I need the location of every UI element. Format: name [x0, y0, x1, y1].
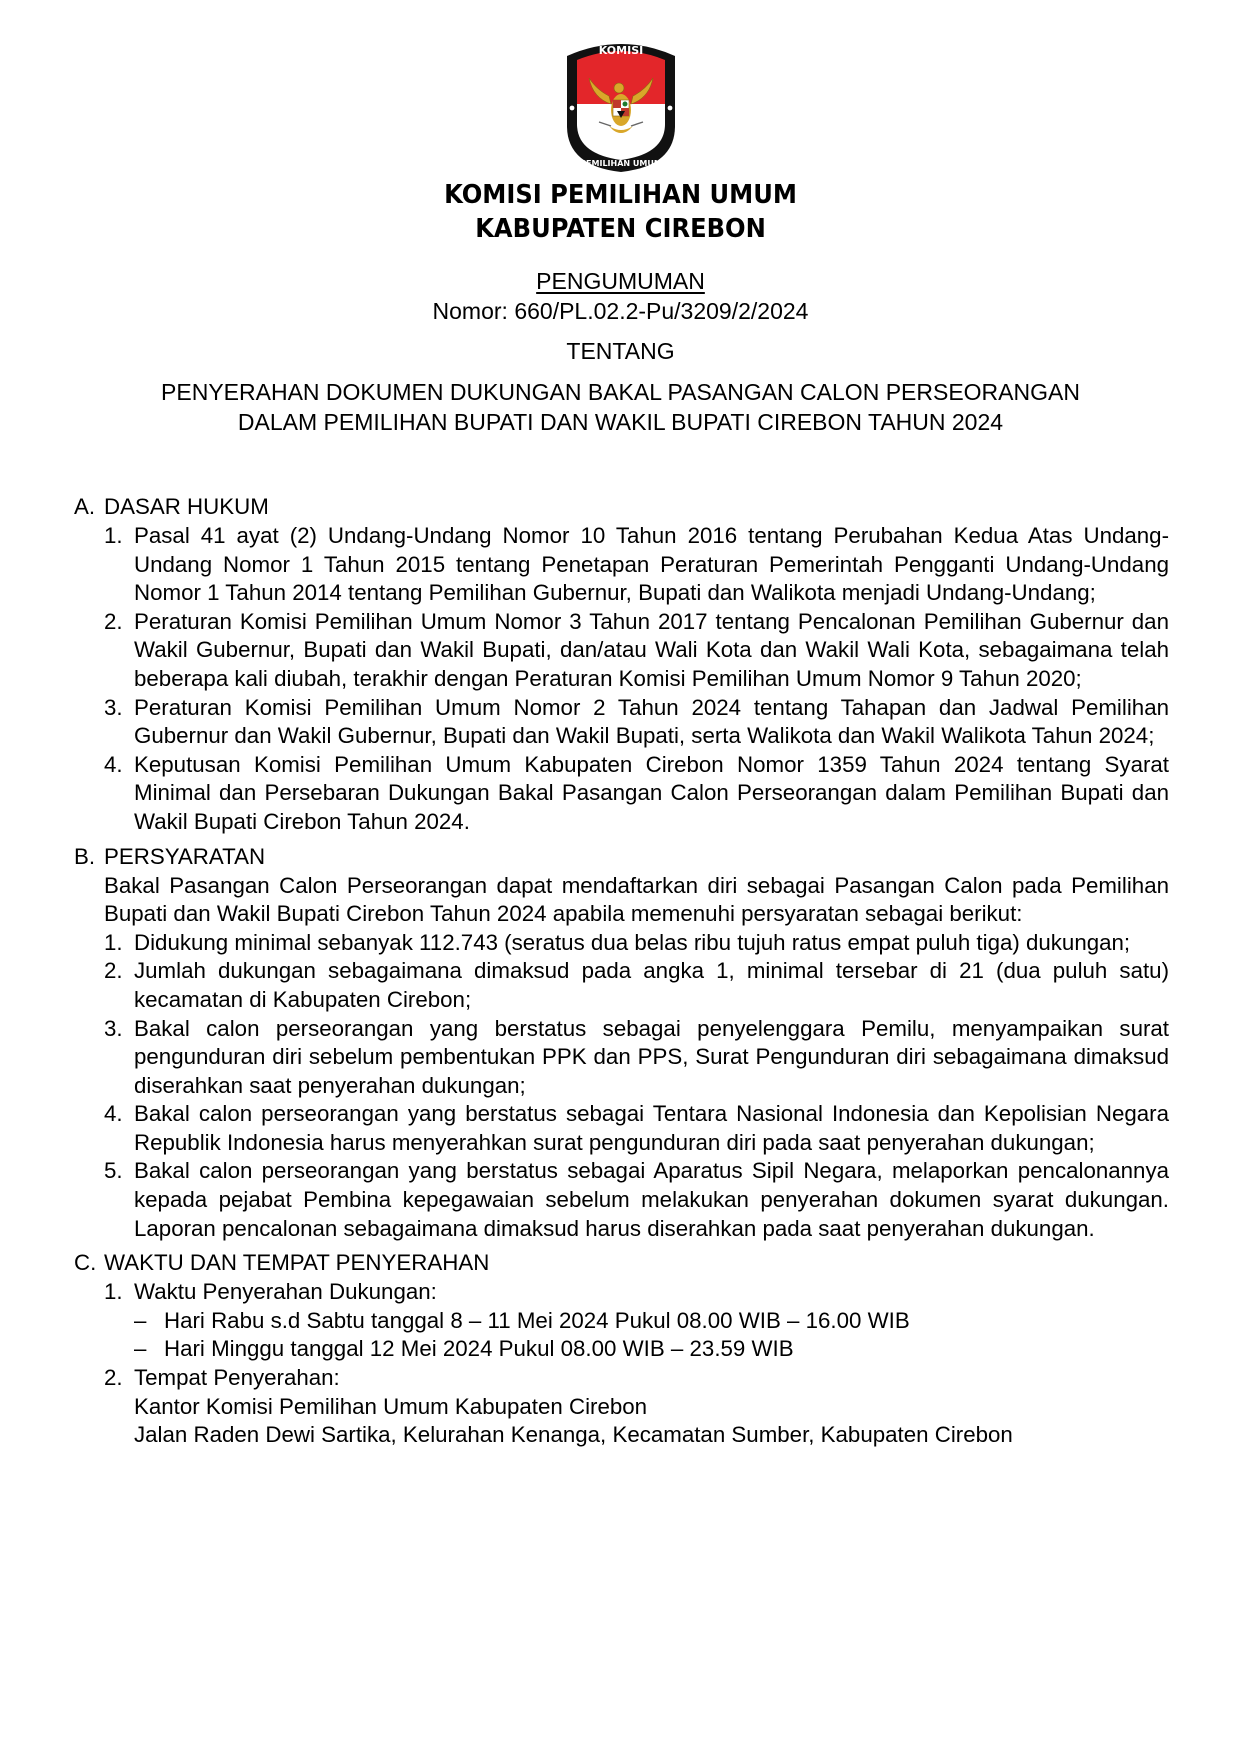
about-label: TENTANG — [566, 338, 675, 364]
section-title: PERSYARATAN — [104, 843, 266, 869]
schedule-text: Hari Minggu tanggal 12 Mei 2024 Pukul 08.00 WIB – 23.59 WIB — [164, 1336, 794, 1362]
item-text: Waktu Penyerahan Dukungan: — [134, 1279, 437, 1305]
schedule-item — [74, 1307, 1169, 1336]
item-number: 2. — [104, 608, 123, 634]
document-body — [74, 493, 1169, 1450]
item-number: 1. — [104, 1279, 123, 1305]
subject-line-2: DALAM PEMILIHAN BUPATI DAN WAKIL BUPATI CIREBON TAHUN 2024 — [237, 409, 1004, 435]
svg-text:PEMILIHAN UMUM: PEMILIHAN UMUM — [580, 159, 662, 168]
item-text: Bakal calon perseorangan yang berstatus sebagai Aparatus Sipil Negara, melaporkan pencalonannya kepada pejabat Pembina kepegawaian sebelum melakukan penyerahan dokumen syarat dukungan. Laporan pencalonan sebagaimana dimaksud harus diserahkan pada saat penyerahan dukungan. — [134, 1158, 1169, 1241]
section-intro: Bakal Pasangan Calon Perseorangan dapat mendaftarkan diri sebagai Pasangan Calon pada Pemilihan Bupati dan Wakil Bupati Cirebon Tahun 2024 apabila memenuhi persyaratan sebagai berikut: — [104, 872, 1169, 927]
list-item — [74, 522, 1169, 608]
item-text: Pasal 41 ayat (2) Undang-Undang Nomor 10 Tahun 2016 tentang Perubahan Kedua Atas Undang-Undang Nomor 1 Tahun 2015 tentang Penetapan Peraturan Pemerintah Pengganti Undang-Undang Nomor 1 Tahun 2014 tentang Pemilihan Gubernur, Bupati dan Walikota menjadi Undang-Undang; — [134, 523, 1169, 606]
section-title: DASAR HUKUM — [104, 494, 269, 519]
item-number: 5. — [104, 1158, 123, 1184]
kpu-garuda-emblem-icon — [563, 38, 679, 172]
list-item — [74, 1015, 1169, 1101]
section-persyaratan — [74, 843, 1169, 1244]
section-heading — [74, 1249, 1169, 1278]
item-number: 4. — [104, 1101, 123, 1127]
venue-name: Kantor Komisi Pemilihan Umum Kabupaten Cirebon — [134, 1393, 648, 1419]
section-heading — [74, 843, 1169, 872]
section-letter: A. — [74, 494, 96, 519]
section-heading — [74, 493, 1169, 522]
list-item — [74, 751, 1169, 837]
venue-address: Jalan Raden Dewi Sartika, Kelurahan Kenanga, Kecamatan Sumber, Kabupaten Cirebon — [134, 1422, 1013, 1448]
svg-text:KOMISI: KOMISI — [598, 44, 644, 57]
organization-region: KABUPATEN CIREBON — [475, 214, 766, 244]
item-number: 3. — [104, 1015, 123, 1041]
list-item — [74, 694, 1169, 751]
schedule-text: Hari Rabu s.d Sabtu tanggal 8 – 11 Mei 2024 Pukul 08.00 WIB – 16.00 WIB — [164, 1307, 910, 1333]
list-item — [74, 1278, 1169, 1307]
item-text: Didukung minimal sebanyak 112.743 (seratus dua belas ribu tujuh ratus empat puluh tiga) dukungan; — [134, 929, 1131, 955]
item-text: Keputusan Komisi Pemilihan Umum Kabupaten Cirebon Nomor 1359 Tahun 2024 tentang Syarat Minimal dan Persebaran Dukungan Bakal Pasangan Calon Perseorangan dalam Pemilihan Bupati dan Wakil Bupati Cirebon Tahun 2024. — [134, 751, 1169, 834]
item-text: Bakal calon perseorangan yang berstatus sebagai Tentara Nasional Indonesia dan Kepolisian Negara Republik Indonesia harus menyerahkan surat pengunduran diri pada saat penyerahan dukungan; — [134, 1101, 1169, 1155]
item-number: 2. — [104, 958, 123, 984]
document-number: Nomor: 660/PL.02.2-Pu/3209/2/2024 — [432, 298, 809, 324]
item-text: Jumlah dukungan sebagaimana dimaksud pada angka 1, minimal tersebar di 21 (dua puluh satu) kecamatan di Kabupaten Cirebon; — [134, 958, 1169, 1012]
item-text: Tempat Penyerahan: — [134, 1365, 340, 1391]
item-text: Peraturan Komisi Pemilihan Umum Nomor 3 Tahun 2017 tentang Pencalonan Pemilihan Gubernur dan Wakil Gubernur, Bupati dan Wakil Bupati, dan/atau Wali Kota dan Wakil Wali Kota, sebagaimana telah beberapa kali diubah, terakhir dengan Peraturan Komisi Pemilihan Umum Nomor 9 Tahun 2020; — [134, 608, 1169, 691]
item-number: 4. — [104, 751, 123, 777]
subject-line-1: PENYERAHAN DOKUMEN DUKUNGAN BAKAL PASANGAN CALON PERSEORANGAN — [161, 379, 1080, 405]
item-number: 3. — [104, 694, 123, 720]
list-item — [74, 1364, 1169, 1393]
list-item — [74, 929, 1169, 958]
item-number: 2. — [104, 1365, 123, 1391]
section-waktu-tempat — [74, 1249, 1169, 1450]
section-title: WAKTU DAN TEMPAT PENYERAHAN — [104, 1250, 490, 1276]
item-text: Bakal calon perseorangan yang berstatus sebagai penyelenggara Pemilu, menyampaikan surat pengunduran diri sebelum pembentukan PPK dan PPS, Surat Pengunduran diri sebagaimana dimaksud diserahkan saat penyerahan dukungan; — [134, 1015, 1169, 1098]
organization-name: KOMISI PEMILIHAN UMUM — [444, 180, 797, 210]
document-type: PENGUMUMAN — [536, 268, 705, 294]
section-dasar-hukum — [74, 493, 1169, 837]
section-letter: C. — [74, 1250, 97, 1276]
legal-basis-list — [74, 522, 1169, 837]
item-number: 1. — [104, 929, 123, 955]
requirements-list — [74, 929, 1169, 1244]
schedule-item — [74, 1335, 1169, 1364]
item-text: Peraturan Komisi Pemilihan Umum Nomor 2 Tahun 2024 tentang Tahapan dan Jadwal Pemilihan Gubernur dan Wakil Gubernur, Bupati dan Wakil Bupati, serta Walikota dan Wakil Walikota Tahun 2024; — [134, 694, 1169, 749]
dash-bullet: – — [134, 1307, 147, 1333]
list-item — [74, 1157, 1169, 1243]
time-place-list — [74, 1278, 1169, 1450]
list-item — [74, 957, 1169, 1014]
section-letter: B. — [74, 843, 96, 869]
item-number: 1. — [104, 523, 123, 548]
dash-bullet: – — [134, 1336, 147, 1362]
list-item — [74, 1100, 1169, 1157]
list-item — [74, 608, 1169, 694]
